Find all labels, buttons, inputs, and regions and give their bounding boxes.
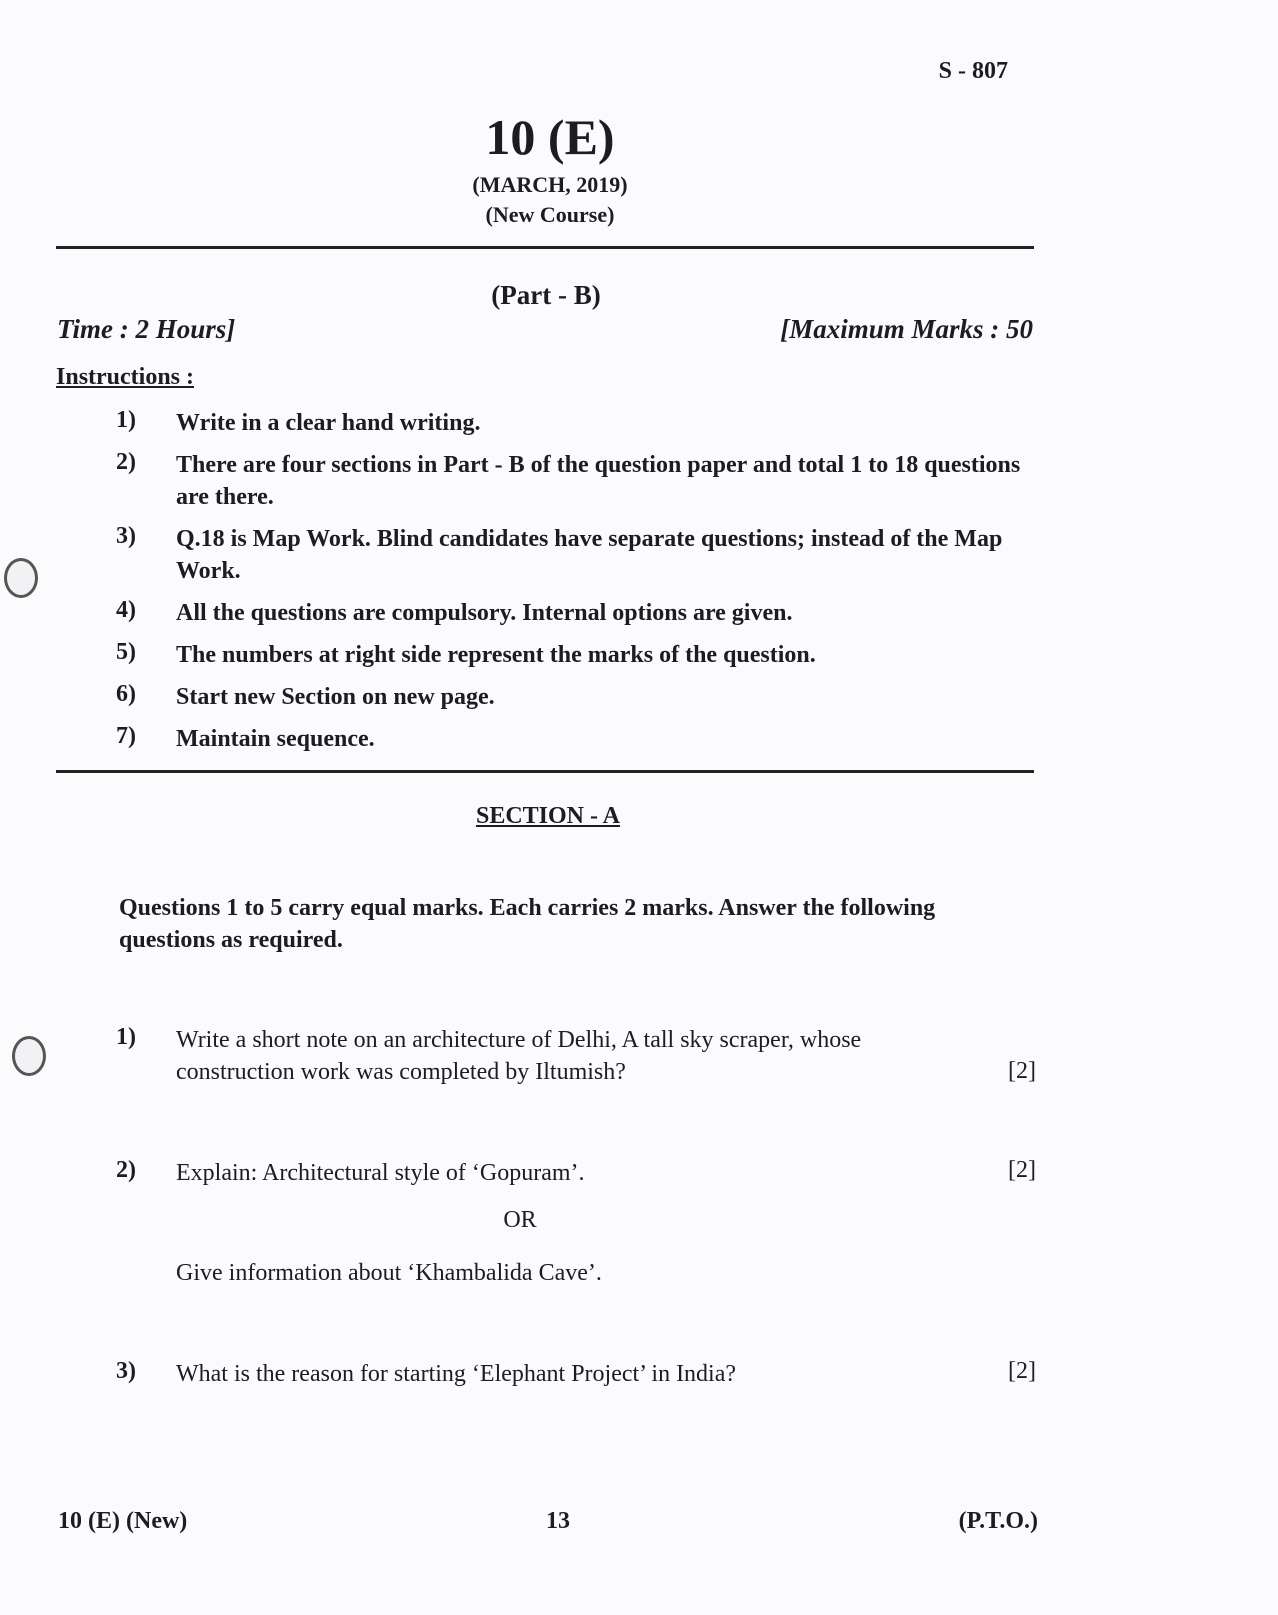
time-allowed: Time : 2 Hours] xyxy=(57,314,236,344)
instruction-number: 5) xyxy=(116,639,136,665)
instruction-item xyxy=(116,639,1036,671)
instruction-text: Q.18 is Map Work. Blind candidates have separate questions; instead of the Map Work. xyxy=(176,526,1003,584)
instructions-heading: Instructions : xyxy=(56,364,195,390)
question-marks: [2] xyxy=(1008,1058,1036,1084)
question-number: 1) xyxy=(116,1024,136,1050)
instruction-number: 6) xyxy=(116,681,136,707)
exam-date: (MARCH, 2019) xyxy=(472,172,628,197)
instruction-item xyxy=(116,597,1036,629)
footer-pto: (P.T.O.) xyxy=(958,1508,1038,1534)
question-marks: [2] xyxy=(1008,1157,1036,1183)
instruction-item xyxy=(116,723,1036,755)
instruction-number: 4) xyxy=(116,597,136,623)
instruction-number: 1) xyxy=(116,407,136,433)
instruction-item xyxy=(116,523,1036,587)
question-marks: [2] xyxy=(1008,1358,1036,1384)
or-separator: OR xyxy=(503,1207,537,1233)
instruction-item xyxy=(116,681,1036,713)
question-item xyxy=(116,1024,1036,1088)
divider xyxy=(56,246,1034,249)
question-text: Explain: Architectural style of ‘Gopuram’. xyxy=(176,1160,585,1186)
instruction-text: All the questions are compulsory. Internal options are given. xyxy=(176,600,793,626)
question-alt-text: Give information about ‘Khambalida Cave’. xyxy=(176,1260,602,1286)
question-item xyxy=(116,1157,1036,1189)
question-number: 2) xyxy=(116,1157,136,1183)
punch-hole xyxy=(4,558,38,598)
footer-left: 10 (E) (New) xyxy=(58,1508,188,1534)
maximum-marks: [Maximum Marks : 50 xyxy=(780,314,1033,344)
question-text: Write a short note on an architecture of Delhi, A tall sky scraper, whose construction work was completed by Iltumish? xyxy=(176,1027,862,1085)
page-number: 13 xyxy=(546,1508,570,1534)
instruction-text: Start new Section on new page. xyxy=(176,684,495,710)
instruction-number: 3) xyxy=(116,523,136,549)
question-text: What is the reason for starting ‘Elephant Project’ in India? xyxy=(176,1361,737,1387)
punch-hole xyxy=(12,1036,46,1076)
section-instruction: Questions 1 to 5 carry equal marks. Each carries 2 marks. Answer the following questions as required. xyxy=(119,895,936,953)
part-title: (Part - B) xyxy=(491,280,601,310)
subject-title: 10 (E) xyxy=(485,109,615,165)
question-item xyxy=(116,1358,1036,1390)
instruction-text: There are four sections in Part - B of the question paper and total 1 to 18 questions are there. xyxy=(176,452,1021,510)
instruction-item xyxy=(116,449,1036,513)
section-title: SECTION - A xyxy=(475,803,621,829)
instruction-text: Maintain sequence. xyxy=(176,726,375,752)
paper-code: S - 807 xyxy=(938,58,1008,84)
instruction-number: 2) xyxy=(116,449,136,475)
instruction-number: 7) xyxy=(116,723,136,749)
instruction-item xyxy=(116,407,1036,439)
course-type: (New Course) xyxy=(485,202,615,227)
instruction-text: The numbers at right side represent the marks of the question. xyxy=(176,642,816,668)
divider xyxy=(56,770,1034,773)
instruction-text: Write in a clear hand writing. xyxy=(176,410,481,436)
question-number: 3) xyxy=(116,1358,136,1384)
question-alternative xyxy=(116,1257,1036,1289)
